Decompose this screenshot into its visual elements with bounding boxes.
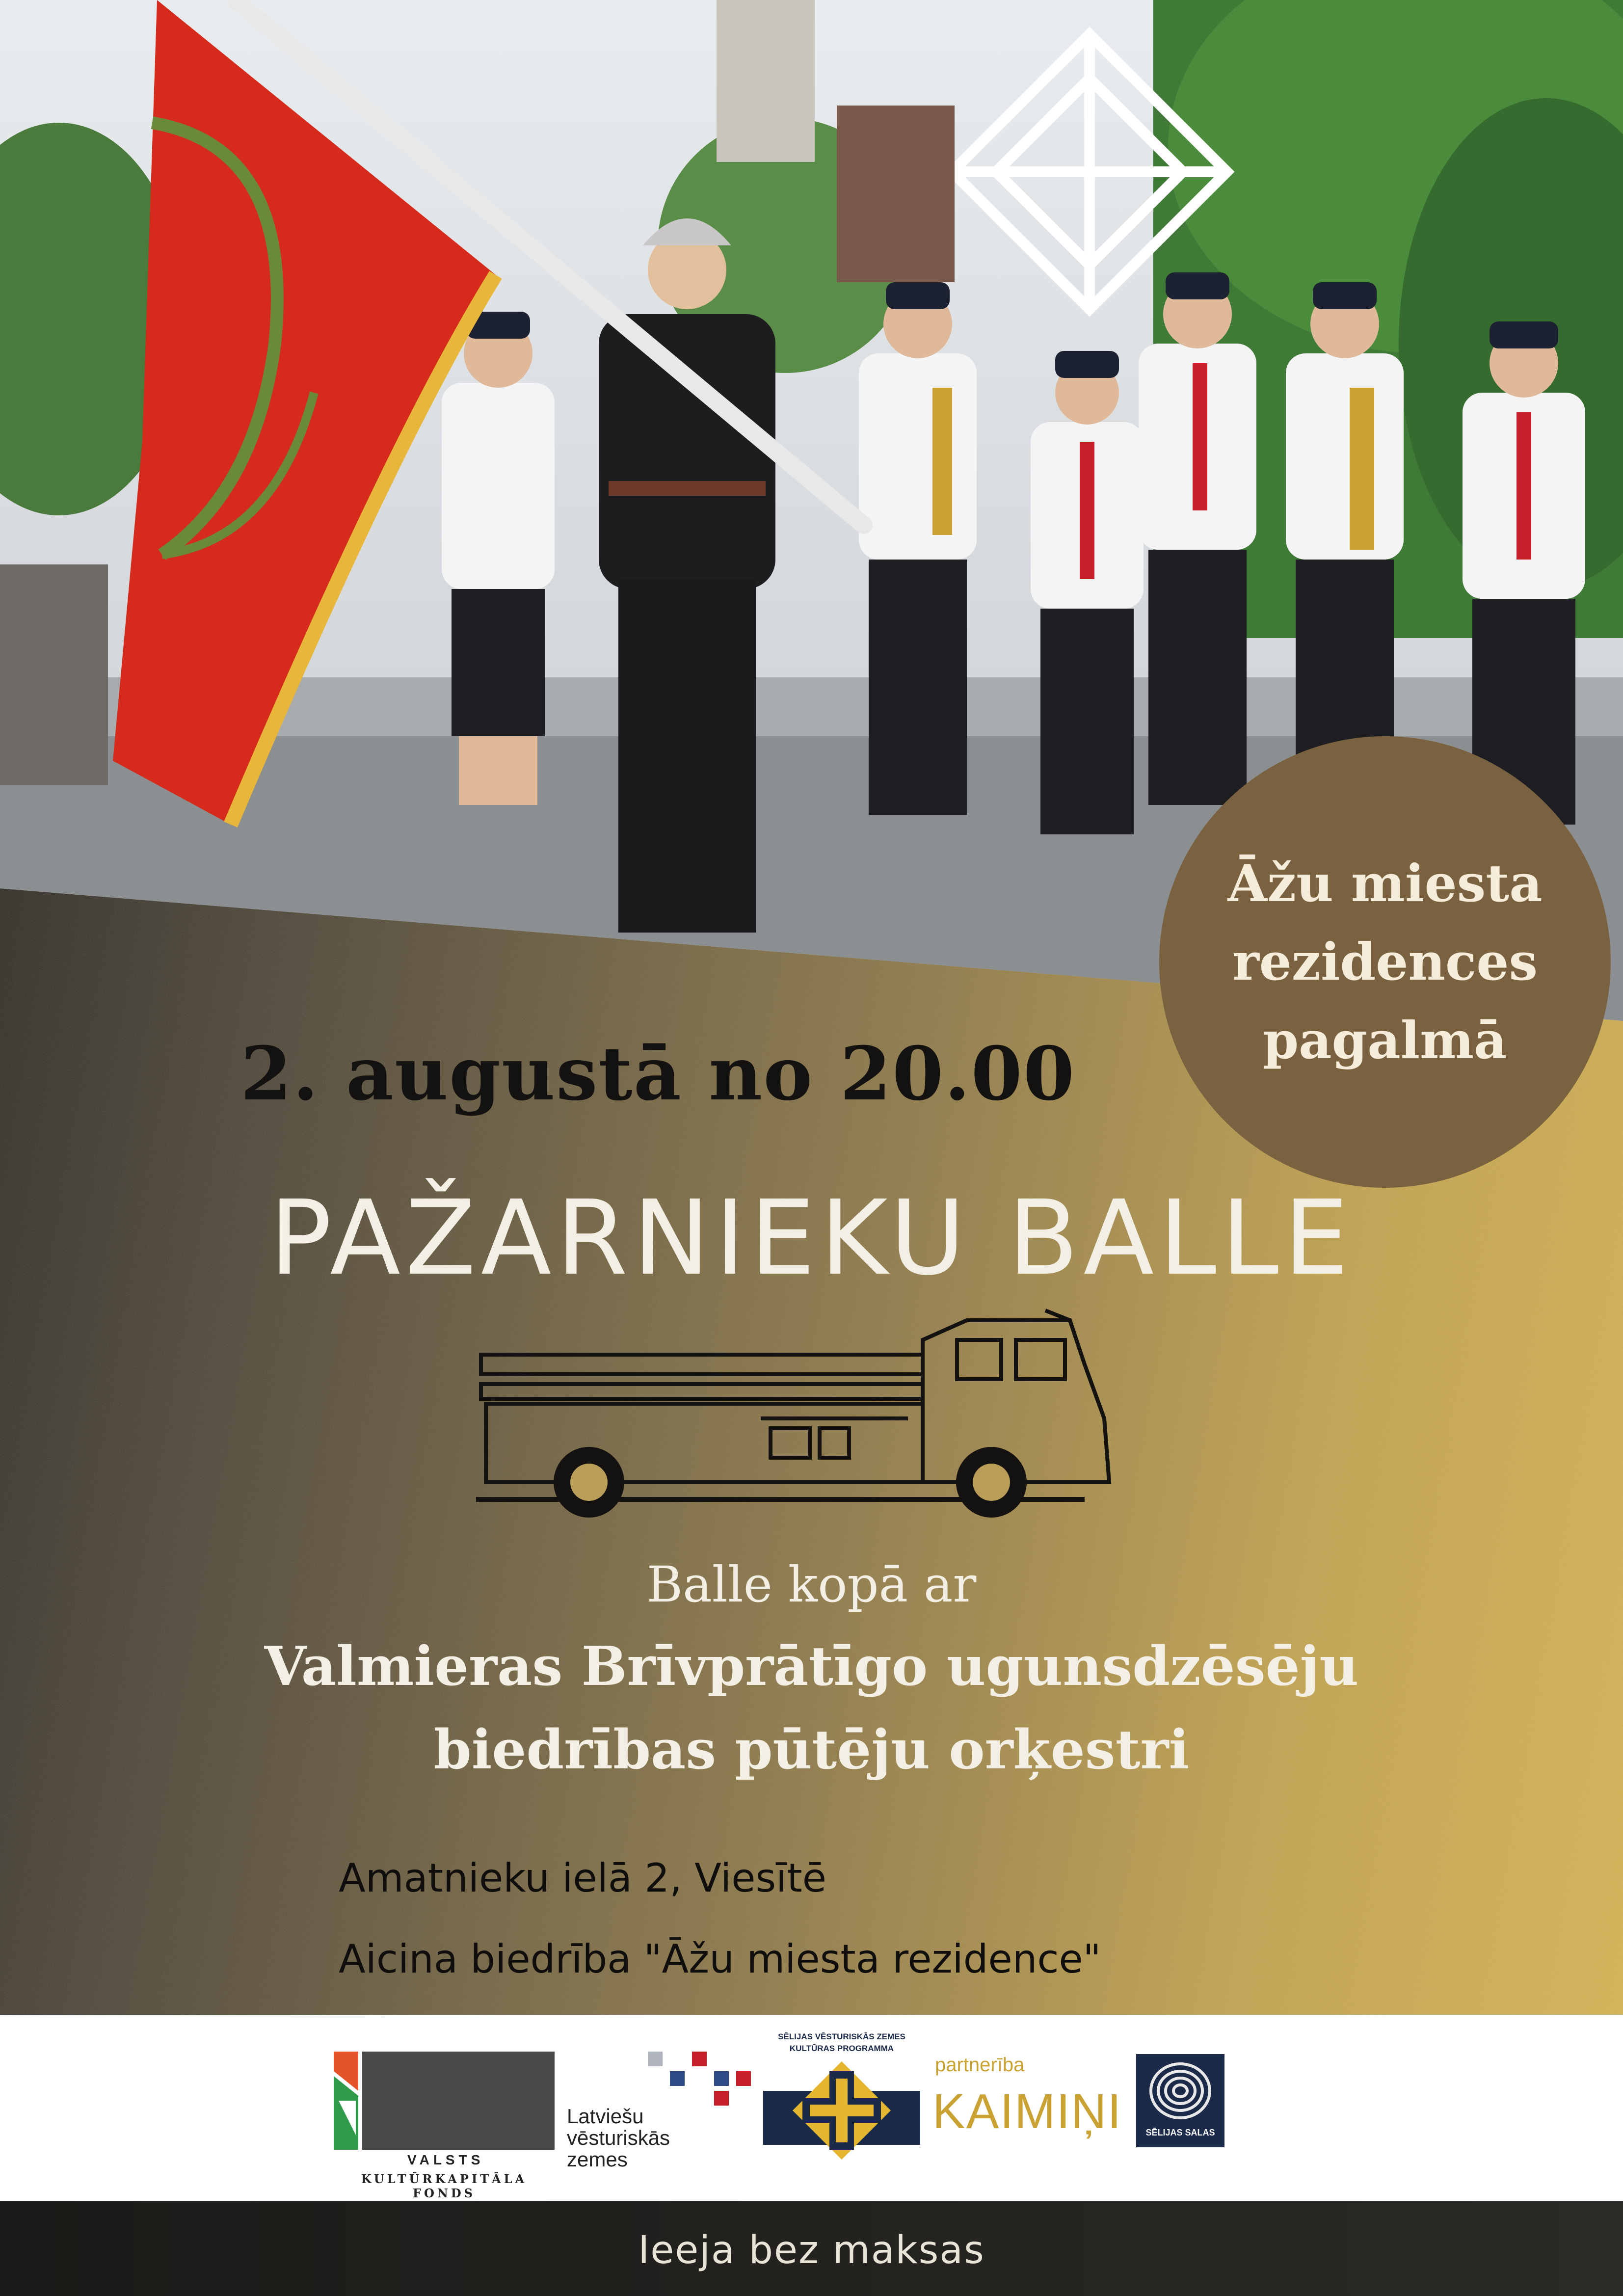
kaimini-top-text: partnerība — [935, 2054, 1025, 2076]
band-name-line-1: Valmieras Brīvprātīgo ugunsdzēsēju — [264, 1634, 1359, 1698]
badge-line-1: Āžu miesta — [1227, 853, 1543, 913]
event-title: PAŽARNIEKU BALLE — [269, 1178, 1354, 1298]
lvz-line-1: Latviešu — [567, 2105, 644, 2128]
band-name-line-2: biedrības pūtēju orķestri — [433, 1718, 1190, 1781]
venue-badge — [1159, 736, 1611, 1188]
vkkf-logo — [334, 2052, 555, 2200]
lvz-line-2: vēsturiskās — [567, 2126, 670, 2149]
selija-logo — [763, 2032, 920, 2184]
free-entry-text: Ieeja bez maksas — [638, 2228, 985, 2272]
sponsor-logos — [0, 2015, 1623, 2201]
lvz-line-3: zemes — [567, 2148, 628, 2171]
selijas-salas-logo — [1136, 2054, 1224, 2147]
vkkf-line-2: KULTŪRKAPITĀLA FONDS — [361, 2172, 528, 2200]
badge-line-2: rezidences — [1232, 932, 1538, 992]
event-date: 2. augustā no 20.00 — [240, 1031, 1076, 1117]
kaimini-name: KAIMIŅI — [932, 2084, 1122, 2139]
selija-line-2: KULTŪRAS PROGRAMMA — [789, 2044, 894, 2053]
event-organizer: Aicina biedrība "Āžu miesta rezidence" — [339, 1936, 1101, 1982]
kaimini-logo — [932, 2054, 1129, 2162]
event-address: Amatnieku ielā 2, Viesītē — [339, 1855, 826, 1901]
fire-truck-icon — [466, 1306, 1124, 1522]
lvz-logo — [564, 2052, 751, 2169]
selijas-salas-text: SĒLIJAS SALAS — [1145, 2128, 1215, 2137]
vkkf-line-1: VALSTS — [407, 2152, 484, 2167]
selija-line-1: SĒLIJAS VĒSTURISKĀS ZEMES — [778, 2032, 905, 2041]
with-text: Balle kopā ar — [646, 1556, 977, 1613]
badge-line-3: pagalmā — [1263, 1010, 1507, 1070]
